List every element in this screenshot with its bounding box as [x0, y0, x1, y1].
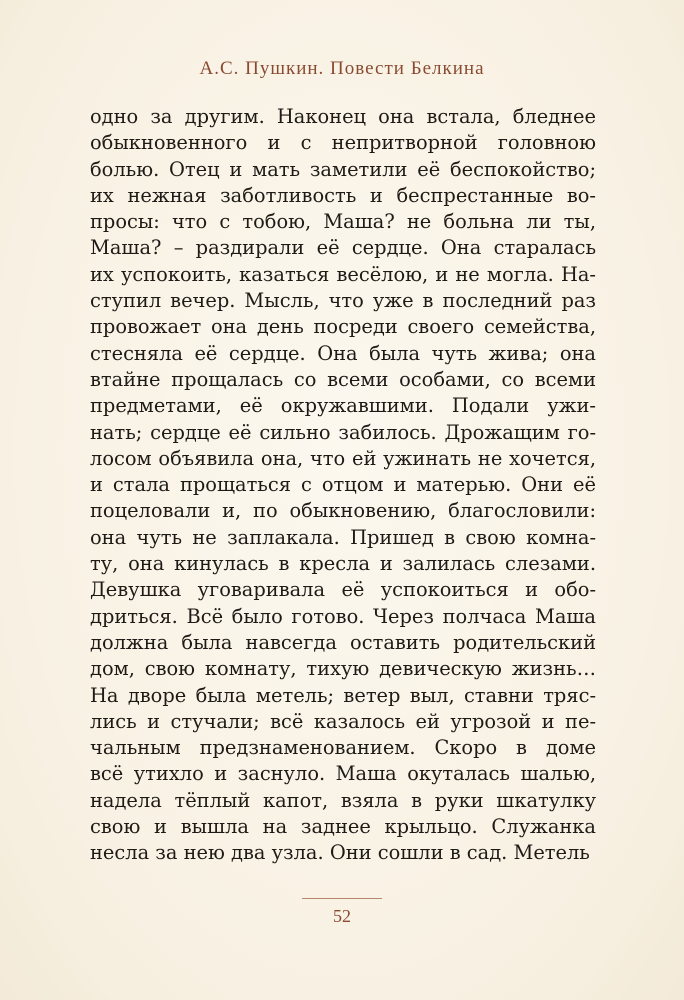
text-line: поцеловали и, по обыкновению, благословили: — [90, 499, 596, 523]
text-line: должна была навсегда оставить родительский — [90, 630, 596, 654]
text-line: стесняла её сердце. Она была чуть жива; она — [90, 341, 596, 365]
text-line: надела тёплый капот, взяла в руки шкатулку — [90, 788, 596, 812]
text-line: обыкновенного и с непритворной головною — [90, 131, 596, 155]
text-line: их успокоить, казаться весёлою, и не могла. На- — [90, 262, 596, 286]
text-line: провожает она день посреди своего семейства, — [90, 315, 596, 339]
text-line: Девушка уговаривала её успокоиться и обо- — [90, 578, 596, 602]
footer-rule — [302, 898, 382, 899]
text-line: свою и вышла на заднее крыльцо. Служанка — [90, 815, 596, 839]
text-line: болью. Отец и мать заметили её беспокойство; — [90, 157, 596, 181]
running-head: А.С. Пушкин. Повести Белкина — [199, 58, 485, 79]
text-line: чальным предзнаменованием. Скоро в доме — [90, 736, 596, 760]
text-line: несла за нею два узла. Они сошли в сад. Метель — [90, 841, 590, 865]
text-line: Маша? – раздирали её сердце. Она старалась — [90, 236, 596, 260]
text-line: предметами, её окружавшими. Подали ужи- — [90, 394, 596, 418]
text-line: На дворе была метель; ветер выл, ставни тряс- — [90, 683, 596, 707]
text-line: она чуть не заплакала. Пришед в свою комна- — [90, 525, 596, 549]
text-line: и стала прощаться с отцом и матерью. Они её — [90, 473, 596, 497]
text-line: лись и стучали; всё казалось ей угрозой и пе- — [90, 709, 596, 733]
text-line: просы: что с тобою, Маша? не больна ли ты, — [90, 210, 596, 234]
text-line: их нежная заботливость и беспрестанные во- — [90, 183, 596, 207]
text-line: дриться. Всё было готово. Через полчаса Маша — [90, 604, 596, 628]
text-line: ступил вечер. Мысль, что уже в последний раз — [90, 289, 596, 313]
body-text — [90, 104, 596, 867]
text-line: лосом объявила она, что ей ужинать не хочется, — [90, 446, 596, 470]
text-line: одно за другим. Наконец она встала, бледнее — [90, 105, 596, 128]
text-line: дом, свою комнату, тихую девическую жизнь… — [90, 657, 596, 681]
text-line: втайне прощалась со всеми особами, со всеми — [90, 367, 596, 391]
page-number: 52 — [333, 906, 351, 926]
text-line: нать; сердце её сильно забилось. Дрожащим го- — [90, 420, 596, 444]
text-line: ту, она кинулась в кресла и залилась слезами. — [90, 552, 596, 576]
text-line: всё утихло и заснуло. Маша окуталась шалью, — [90, 762, 596, 786]
